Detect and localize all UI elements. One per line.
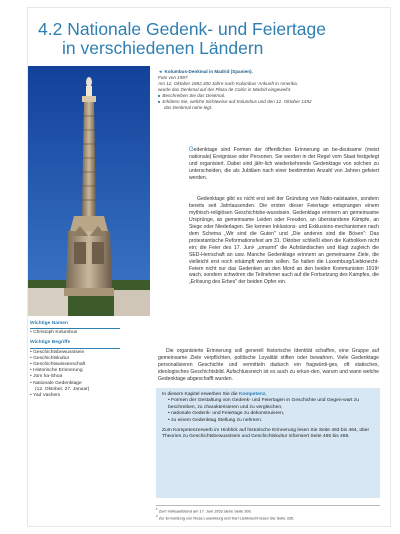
sidebar-term: • Geschichtsbewusstsein	[30, 350, 148, 356]
caption-task: Erklären Sie, welche Sichtweise auf Kolumbus und den 12. Oktober 1492	[162, 99, 312, 104]
competence-intro-suffix: ,	[265, 392, 267, 397]
sidebar-term: • Historische Erinnerung	[30, 368, 148, 374]
caption-title: Kolumbus-Denkmal in Madrid (Spanien).	[164, 69, 253, 74]
task-square-icon: ■	[158, 99, 161, 104]
competence-list	[162, 398, 374, 424]
competence-item: • Formen der Gestaltung von Gedenk- und Feiertagen in Geschichte und Gegen-wart zu beschreiben, zu charakterisieren und zu vergleichen,	[168, 398, 374, 411]
competence-item: • nationale Gedenk- und Feiertage zu dekonstruieren,	[168, 411, 374, 417]
chapter-number: 4.2	[38, 19, 63, 39]
caption-task: das Denkmal nahe legt.	[164, 105, 213, 110]
competence-item: • zu einem Gedenktag Stellung zu nehmen.	[168, 418, 374, 424]
competence-highlight: Kompetenz	[238, 392, 266, 397]
sidebar-person: • Christoph Kolumbus	[30, 330, 148, 336]
sidebar-persons-heading: Wichtige Namen	[30, 321, 69, 326]
chapter-title-line1: Nationale Gedenk- und Feiertage	[67, 19, 326, 39]
caption-marker-icon: ◄	[158, 69, 163, 74]
sidebar-keywords	[30, 321, 148, 399]
sidebar-term: • Nationale Gedenktage	[30, 381, 148, 387]
caption-task: Beschreiben Sie das Denkmal.	[162, 93, 226, 98]
intro-paragraph	[189, 147, 379, 182]
intro-paragraph-text: edenktage sind Formen der öffentlichen Erinnerung an be-deutsame (meist nationale) Ereignisse oder Personen. Sie werden in der Regel vom Staat festgelegt und organisiert. Dabei sind jähr-lich wiederkehrende Gedenktage von solchen zu unterscheiden, die als Jubiläen nach einer bestimmten Anzahl von Jahren gefeiert werden.	[189, 147, 379, 181]
photo-caption	[158, 69, 384, 111]
body-paragraph: Gedenktage gibt es nicht erst seit der Gründung von Natio-nalstaaten, sondern bereits seit Jahrtausenden. Die ersten dieser Feiertage entsprangen einem mythisch-religiösen Geschichtsbe-wusstsein. Gedenktage erinnern an gemeinsame Ursprünge, an gemeinsame Leiden oder Freuden, an überstandene Kämpfe, an Siege oder Niederlagen. Sie kennen Inklusions- und Exklusions-mechanismen nach dem Schema „Wir sind die Guten" und „Die anderen sind die Bösen": Das protestantische Reformationsfest am 31. Oktober schließt eben die Katholiken nicht ein; die Feier des 17. Juni¹ „umarmt" die Aufständischen und klagt zugleich die SED-Herrschaft an usw. Manche Gedenktage erinnern an gemeinsame Ziele, die vielleicht erst noch erkämpft werden sollen. So halten die Luxemburg/Liebknecht-Feiern nicht nur das Gedenken an den Mord an den beiden Kommunisten 1919² wach, sondern schwören die Teilnehmer auch auf die Fortsetzung des Kampfes, die „Erlösung des Erbes" der beiden Opfer ein.	[189, 196, 379, 286]
task-square-icon: ■	[158, 93, 161, 98]
footnote: $^1$ Zum Volksaufstand am 17. Juni 1953 siehe Seite 393.	[156, 507, 252, 514]
sidebar-term: • Yad Vashem	[30, 393, 148, 399]
footnote-text: Zur Ermordung von Rosa Luxemburg und Karl Liebknecht lesen Sie Seite 335.	[158, 514, 295, 520]
footnotes	[156, 505, 380, 520]
competence-intro-text: In diesem Kapitel erwerben Sie die	[162, 392, 239, 397]
chapter-title-line2: in verschiedenen Ländern	[62, 38, 264, 58]
drop-cap: G	[189, 147, 194, 153]
columbus-monument-photo	[28, 66, 150, 316]
caption-photo-date: Foto von 1997.	[158, 75, 189, 80]
sidebar-term: • Jom ha-Shoa	[30, 374, 148, 380]
competence-box	[156, 388, 380, 498]
sidebar-term: • Geschichtswissenschaft	[30, 362, 148, 368]
body-paragraph: Die organisierte Erinnerung soll generell historische Identität schaffen, eine Gruppe auf gemeinsame Ziele verpflichten, politische Loyalität stiften oder bewahren. Viele Gedenktage personalisieren Geschichte und vermitteln dadurch ein fragwürdi-ges, oft statisches, ideologisches Geschichtsbild. Aufschlussreich ist es auch zu erkun-den, warum und wann welche Gedenktage abgeschafft wurden.	[158, 348, 379, 382]
competence-outro: Zum Kompetenzerwerb im Hinblick auf historische Erinnerung lesen Sie Seite 463 bis 464, über Theorien zu Geschichtsbewusstsein und Geschichtskultur informiert Seite 465 bis 468.	[162, 428, 370, 440]
caption-line: Am 12. Oktober 1892,400 Jahre nach Kolumbus' Ankunft in Amerika,	[158, 81, 298, 86]
caption-line: wurde das Denkmal auf der Plaza de Colón in Madrid eingeweiht.	[158, 87, 292, 92]
footnote: $^2$ Zur Ermordung von Rosa Luxemburg und Karl Liebknecht lesen Sie Seite 335.	[156, 513, 295, 520]
textbook-page	[28, 8, 390, 526]
sidebar-terms-heading: Wichtige Begriffe	[30, 340, 71, 346]
divider	[30, 348, 120, 349]
sidebar-term: (12. Oktober, 27. Januar)	[35, 386, 90, 392]
chapter-title	[38, 20, 378, 58]
footnote-text: Zum Volksaufstand am 17. Juni 1953 siehe Seite 393.	[158, 508, 252, 514]
sidebar-term: • Geschichtskultur	[30, 356, 148, 362]
